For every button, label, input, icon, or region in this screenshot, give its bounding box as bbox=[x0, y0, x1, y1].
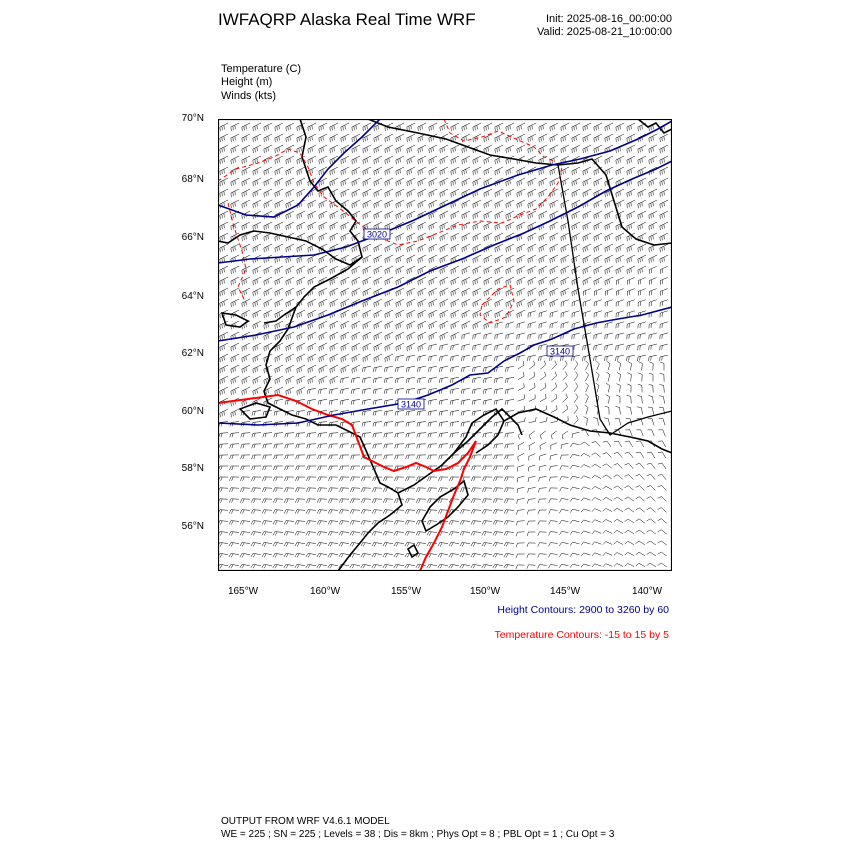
lat-label-66: 66°N bbox=[181, 232, 204, 243]
field-winds-label: Winds (kts) bbox=[221, 90, 276, 102]
lat-label-64: 64°N bbox=[181, 291, 204, 302]
map-title: IWFAQRP Alaska Real Time WRF bbox=[218, 10, 476, 29]
init-time: Init: 2025-08-16_00:00:00 bbox=[546, 13, 672, 25]
height-contours-info: Height Contours: 2900 to 3260 by 60 bbox=[497, 604, 669, 616]
contour-label-3020: 3020 bbox=[366, 229, 388, 240]
field-height-label: Height (m) bbox=[221, 76, 273, 88]
lat-label-56: 56°N bbox=[181, 521, 204, 532]
contour-label-3140-west: 3140 bbox=[400, 399, 422, 410]
forecast-map bbox=[218, 119, 672, 571]
lon-label-155w: 155°W bbox=[390, 586, 422, 597]
valid-time: Valid: 2025-08-21_10:00:00 bbox=[537, 26, 672, 38]
lat-label-58: 58°N bbox=[181, 463, 204, 474]
lon-label-140w: 140°W bbox=[631, 586, 663, 597]
field-temperature-label: Temperature (C) bbox=[221, 63, 302, 75]
contour-label-3140-east: 3140 bbox=[549, 346, 571, 357]
lat-label-62: 62°N bbox=[181, 348, 204, 359]
footer-config-line: WE = 225 ; SN = 225 ; Levels = 38 ; Dis = 8km ; Phys Opt = 8 ; PBL Opt = 1 ; Cu Opt = 3 bbox=[221, 829, 615, 840]
lon-label-160w: 160°W bbox=[309, 586, 341, 597]
lon-label-145w: 145°W bbox=[549, 586, 581, 597]
lon-label-165w: 165°W bbox=[227, 586, 259, 597]
lon-label-150w: 150°W bbox=[469, 586, 501, 597]
lat-label-68: 68°N bbox=[181, 174, 204, 185]
lat-label-70: 70°N bbox=[181, 113, 204, 124]
temperature-contours-info: Temperature Contours: -15 to 15 by 5 bbox=[494, 629, 669, 641]
lat-label-60: 60°N bbox=[181, 406, 204, 417]
footer-model-line: OUTPUT FROM WRF V4.6.1 MODEL bbox=[221, 816, 390, 827]
